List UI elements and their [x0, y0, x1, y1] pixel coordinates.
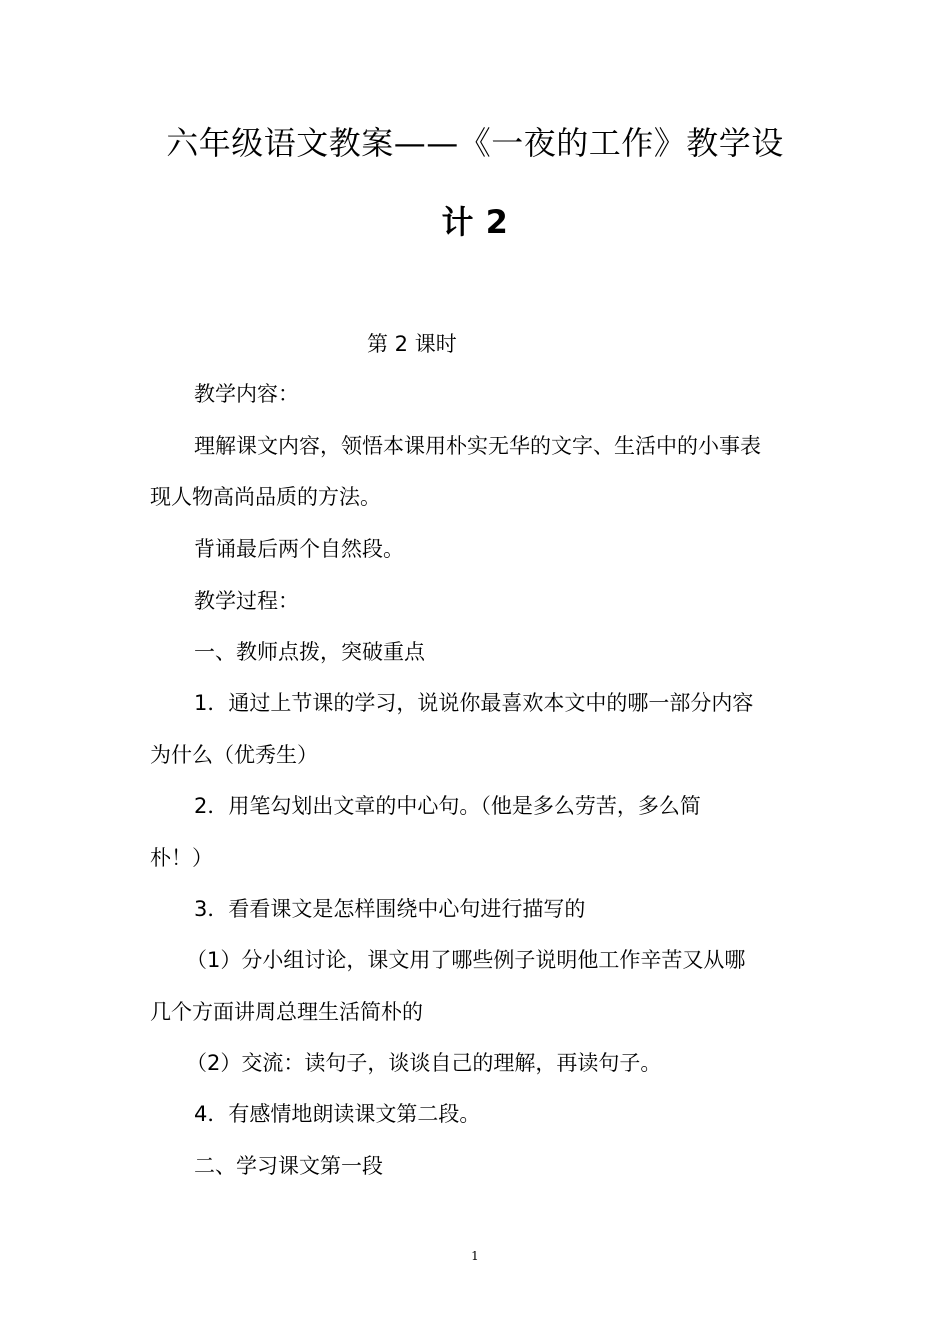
- sub-list-item: （2）交流：读句子，谈谈自己的理解，再读句子。: [186, 1051, 662, 1075]
- document-title-line-1: 六年级语文教案——《一夜的工作》教学设: [166, 124, 784, 162]
- list-item: 1．通过上节课的学习，说说你最喜欢本文中的哪一部分内容: [194, 691, 754, 715]
- sub-list-item: （1）分小组讨论，课文用了哪些例子说明他工作辛苦又从哪: [186, 948, 746, 972]
- sub-list-item-continuation: 几个方面讲周总理生活简朴的: [150, 1000, 423, 1024]
- list-item: 4．有感情地朗读课文第二段。: [194, 1102, 481, 1126]
- document-title-line-2: 计 2: [441, 203, 509, 241]
- page-number: 1: [471, 1249, 479, 1263]
- paragraph-teaching-content-label: 教学内容：: [194, 382, 299, 406]
- list-item-continuation: 朴！）: [150, 846, 213, 870]
- list-item: 2．用笔勾划出文章的中心句。（他是多么劳苦，多么简: [194, 794, 701, 818]
- paragraph-line: 现人物高尚品质的方法。: [150, 485, 381, 509]
- paragraph-line: 背诵最后两个自然段。: [194, 537, 404, 561]
- paragraph-line: 理解课文内容，领悟本课用朴实无华的文字、生活中的小事表: [194, 434, 761, 458]
- list-item: 3．看看课文是怎样围绕中心句进行描写的: [194, 897, 586, 921]
- section-heading: 二、学习课文第一段: [194, 1154, 383, 1178]
- section-heading: 一、教师点拨，突破重点: [194, 640, 425, 664]
- list-item-continuation: 为什么（优秀生）: [150, 743, 318, 767]
- paragraph-teaching-process-label: 教学过程：: [194, 589, 299, 613]
- lesson-heading: 第 2 课时: [367, 332, 457, 356]
